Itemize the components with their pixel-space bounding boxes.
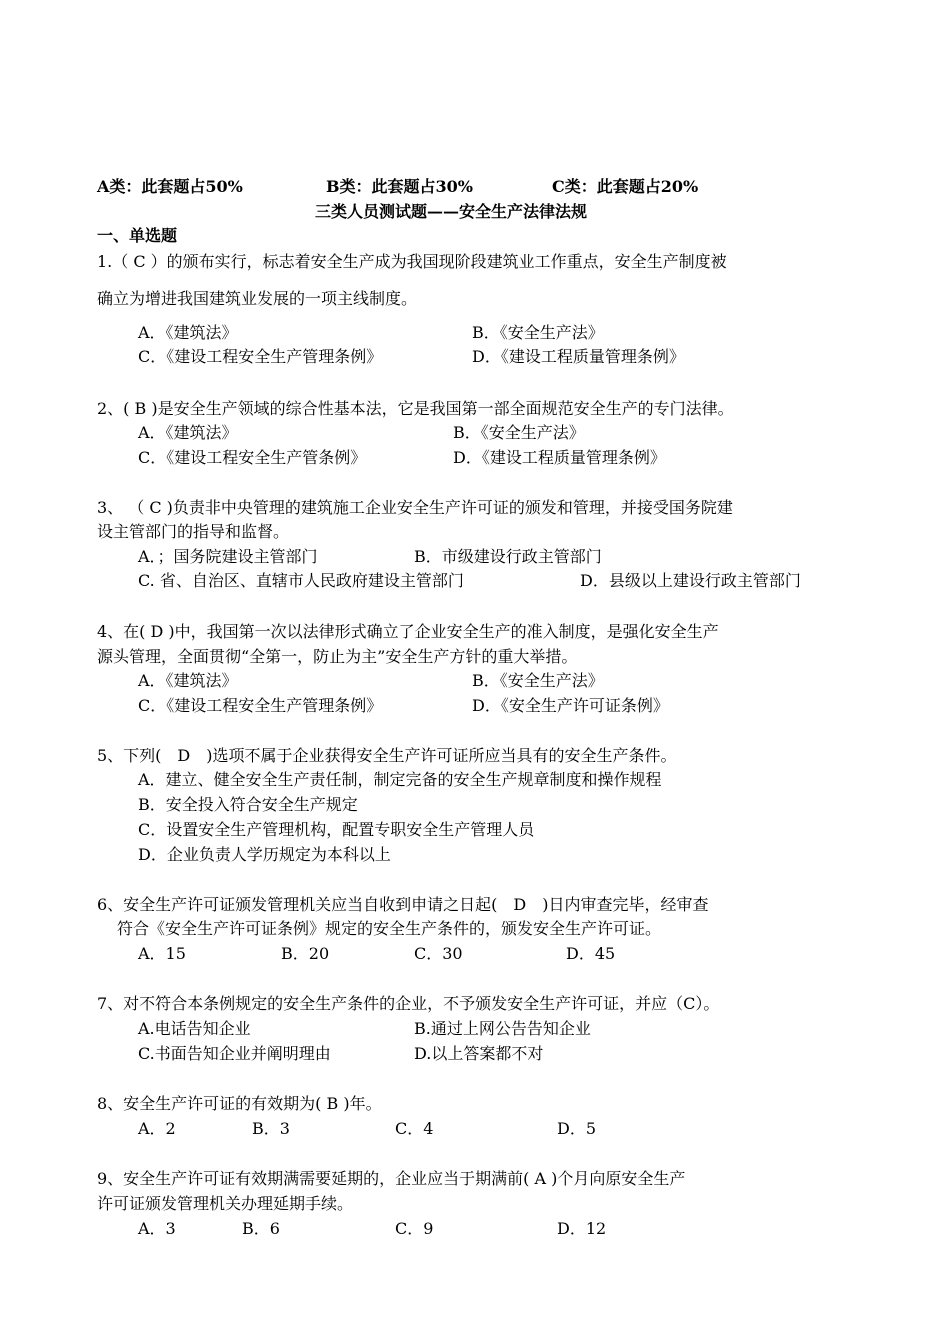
page-title: 三类人员测试题——安全生产法律法规	[315, 202, 588, 221]
question-9-option-d: D．12	[557, 1219, 607, 1238]
question-6-option-d: D．45	[566, 944, 616, 963]
question-5-option-b: B．安全投入符合安全生产规定	[138, 795, 358, 814]
question-9-line-1: 9、安全生产许可证有效期满需要延期的，企业应当于期满前( A )个月向原安全生产	[97, 1169, 686, 1188]
question-8-option-d: D．5	[557, 1119, 597, 1138]
question-3-option-c: C. 省、自治区、直辖市人民政府建设主管部门	[138, 571, 464, 590]
question-1-line-2: 确立为增进我国建筑业发展的一项主线制度。	[97, 289, 418, 308]
question-8-line-1: 8、安全生产许可证的有效期为( B )年。	[97, 1094, 382, 1113]
question-6-option-a: A．15	[138, 944, 186, 963]
question-5-option-c: C．设置安全生产管理机构，配置专职安全生产管理人员	[138, 820, 535, 839]
question-8-option-c: C．4	[395, 1119, 434, 1138]
question-1-option-a: A．《建筑法》	[138, 323, 238, 342]
question-2-option-b: B．《安全生产法》	[453, 423, 585, 442]
question-9-option-c: C．9	[395, 1219, 434, 1238]
question-8-option-b: B．3	[252, 1119, 290, 1138]
question-7-option-c: C.书面告知企业并阐明理由	[138, 1044, 331, 1063]
question-7-option-d: D.以上答案都不对	[414, 1044, 544, 1063]
question-3-option-a: A．；国务院建设主管部门	[138, 547, 318, 566]
question-5-line-1: 5、下列( D )选项不属于企业获得安全生产许可证所应当具有的安全生产条件。	[97, 746, 677, 765]
question-5-option-a: A．建立、健全安全生产责任制，制定完备的安全生产规章制度和操作规程	[138, 770, 662, 789]
question-4-line-2: 源头管理，全面贯彻“全第一，防止为主”安全生产方针的重大举措。	[97, 647, 578, 666]
category-a: A类：此套题占50%	[97, 177, 243, 196]
category-b: B类：此套题占30%	[326, 177, 473, 196]
question-1-option-d: D．《建设工程质量管理条例》	[472, 347, 685, 366]
question-2-option-c: C．《建设工程安全生产管条例》	[138, 448, 367, 467]
question-4-option-b: B．《安全生产法》	[472, 671, 604, 690]
question-4-option-d: D．《安全生产许可证条例》	[472, 696, 669, 715]
question-4-line-1: 4、在( D )中，我国第一次以法律形式确立了企业安全生产的准入制度，是强化安全生产	[97, 622, 719, 641]
question-2-line-1: 2、( B )是安全生产领域的综合性基本法，它是我国第一部全面规范安全生产的专门法律。	[97, 399, 734, 418]
question-7-option-b: B.通过上网公告告知企业	[414, 1019, 591, 1038]
question-9-option-a: A．3	[138, 1219, 176, 1238]
question-6-option-b: B．20	[281, 944, 330, 963]
category-c: C类：此套题占20%	[552, 177, 699, 196]
question-3-option-b: B．市级建设行政主管部门	[414, 547, 602, 566]
question-3-line-1: 3、 （ C )负责非中央管理的建筑施工企业安全生产许可证的颁发和管理，并接受国务院建	[97, 498, 733, 517]
question-7-option-a: A.电话告知企业	[138, 1019, 251, 1038]
question-2-option-a: A．《建筑法》	[138, 423, 238, 442]
question-3-line-2: 设主管部门的指导和监督。	[97, 522, 290, 541]
question-1-option-b: B．《安全生产法》	[472, 323, 604, 342]
question-2-option-d: D．《建设工程质量管理条例》	[453, 448, 666, 467]
question-1-line-1: 1.（ C ）的颁布实行，标志着安全生产成为我国现阶段建筑业工作重点，安全生产制度被	[97, 252, 727, 271]
question-6-option-c: C．30	[414, 944, 463, 963]
question-1-option-c: C．《建设工程安全生产管理条例》	[138, 347, 383, 366]
question-5-option-d: D．企业负责人学历规定为本科以上	[138, 845, 391, 864]
section-heading: 一、单选题	[97, 226, 178, 245]
question-9-option-b: B．6	[242, 1219, 280, 1238]
question-8-option-a: A．2	[138, 1119, 176, 1138]
question-4-option-a: A．《建筑法》	[138, 671, 238, 690]
question-7-line-1: 7、对不符合本条例规定的安全生产条件的企业，不予颁发安全生产许可证，并应（C）。	[97, 994, 720, 1013]
question-6-line-1: 6、安全生产许可证颁发管理机关应当自收到申请之日起( D )日内审查完毕，经审查	[97, 895, 709, 914]
question-3-option-d: D．县级以上建设行政主管部门	[580, 571, 801, 590]
question-9-line-2: 许可证颁发管理机关办理延期手续。	[97, 1194, 354, 1213]
question-4-option-c: C．《建设工程安全生产管理条例》	[138, 696, 383, 715]
question-6-line-2: 符合《安全生产许可证条例》规定的安全生产条件的，颁发安全生产许可证。	[117, 919, 662, 938]
